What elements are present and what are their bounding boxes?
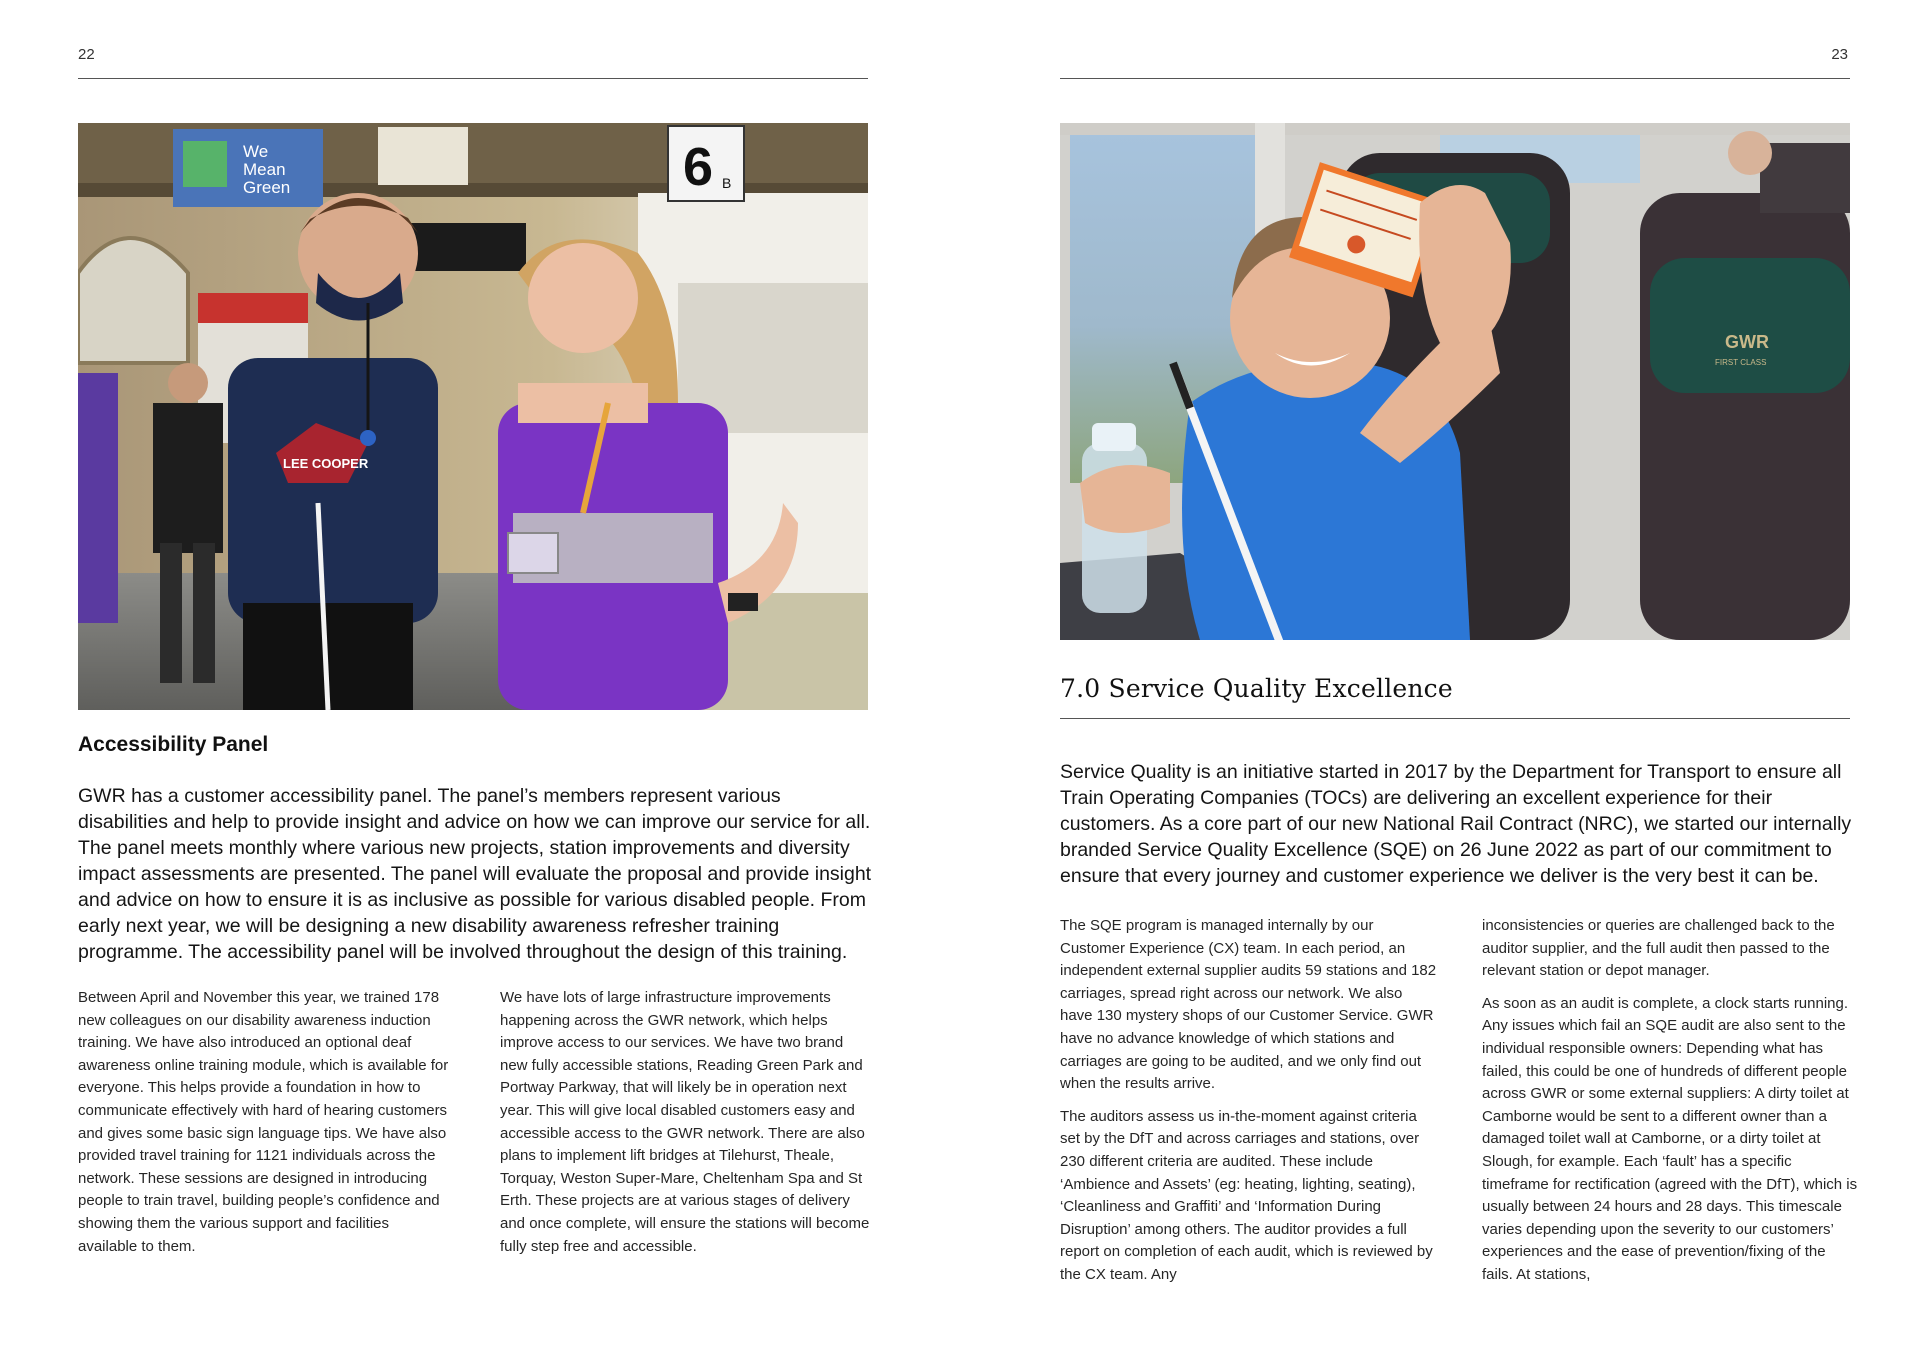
sqe-program-paragraph: The SQE program is managed internally by our Customer Experience (CX) team. In each period, an independent external supplier audits 59 stations and 182 carriages, spread right across our network. We also have 130 mystery shops of our Customer Service. GWR have no advance knowledge of which stations and carriages are going to be audited, and we only find out when the results arrive. [1060,917,1437,1093]
sign-we: We [243,142,269,161]
right-column-2 [1482,915,1860,1297]
left-column-2 [500,987,872,1268]
top-rule-left [78,78,868,79]
seat-logo: GWR [1725,332,1769,352]
section-title-rule [1060,718,1850,719]
right-page [960,0,1920,1358]
platform-number: 6 [683,137,714,197]
platform-letter: B [722,175,732,191]
infrastructure-paragraph: We have lots of large infrastructure improvements happening across the GWR network, which helps improve access to our services. We have two brand new fully accessible stations, Reading Green Park and Portway Parkway, that will likely be in operation next year. This will give local disabled customers easy and accessible access to the GWR network. There are also plans to implement lift bridges at Tilehurst, Theale, Torquay, Weston Super-Mare, Cheltenham Spa and St Erth. These projects are at various stages of delivery and once complete, will ensure the stations will become fully step free and accessible. [500,989,870,1255]
left-column-1 [78,987,450,1268]
sign-mean: Mean [243,160,286,179]
inconsistencies-paragraph: inconsistencies or queries are challenged back to the auditor supplier, and the full audit then passed to the relevant station or depot manager. [1482,917,1835,980]
audit-clock-paragraph: As soon as an audit is complete, a clock starts running. Any issues which fail an SQE audit are also sent to the individual responsible owners: Depending what has failed, this could be one of hundreds of different people across GWR or some external suppliers: A dirty toilet at Camborne would be sent to a different owner than a damaged toilet wall at Camborne, or a dirty toilet at Slough, for example. Each ‘fault’ has a specific timeframe for rectification (agreed with the DfT), which is usually between 24 hours and 28 days. This timescale varies depending upon the severity to our customers’ experiences and the ease of prevention/fixing of the fails. At stations, [1482,994,1858,1283]
station-accessibility-photo [78,123,868,710]
auditors-paragraph: The auditors assess us in-the-moment against criteria set by the DfT and across carriages and stations, over 230 different criteria are audited. These include ‘Ambience and Assets’ (eg: heating, lighting, seating), ‘Cleanliness and Graffiti’ and ‘Information During Disruption’ among others. The auditor provides a full report on completion of each audit, which is reviewed by the CX team. Any [1060,1107,1433,1283]
accessibility-panel-lead: GWR has a customer accessibility panel. The panel’s members represent various disabilities and help to provide insight and advice on how we can improve our service for all. The panel meets monthly where various new projects, station improvements and diversity impact assessments are presented. The panel will evaluate the proposal and provide insight and advice on how to ensure it is as inclusive as possible for various disabled people. From early next year, we will be designing a new disability awareness refresher training programme. The accessibility panel will be involved throughout the design of this training. [78,785,872,963]
training-paragraph: Between April and November this year, we trained 178 new colleagues on our disability awareness induction training. We have also introduced an optional deaf awareness online training module, which is available for everyone. This helps provide a foundation in how to communicate effectively with hard of hearing customers and gives some basic sign language tips. We have also provided travel training for 1121 individuals across the network. These sessions are designed in introducing people to train travel, building people’s confidence and showing them the various support and facilities available to them. [78,989,449,1255]
accessibility-panel-heading: Accessibility Panel [78,733,269,756]
page-number-left: 22 [78,46,95,63]
right-column-1 [1060,915,1438,1297]
tshirt-text: LEE COOPER [283,456,369,471]
page-number-right: 23 [1831,46,1848,63]
section-title: 7.0 Service Quality Excellence [1060,674,1453,703]
top-rule-right [1060,78,1850,79]
passenger-ticket-photo [1060,123,1850,640]
service-quality-lead: Service Quality is an initiative started in 2017 by the Department for Transport to ensure all Train Operating Companies (TOCs) are delivering an excellent experience for their customers. As a core part of our new National Rail Contract (NRC), we started our internally branded Service Quality Excellence (SQE) on 26 June 2022 as part of our commitment to ensure that every journey and customer experience we deliver is the very best it can be. [1060,761,1852,887]
seat-sub: FIRST CLASS [1715,358,1767,367]
sign-green: Green [243,178,291,197]
